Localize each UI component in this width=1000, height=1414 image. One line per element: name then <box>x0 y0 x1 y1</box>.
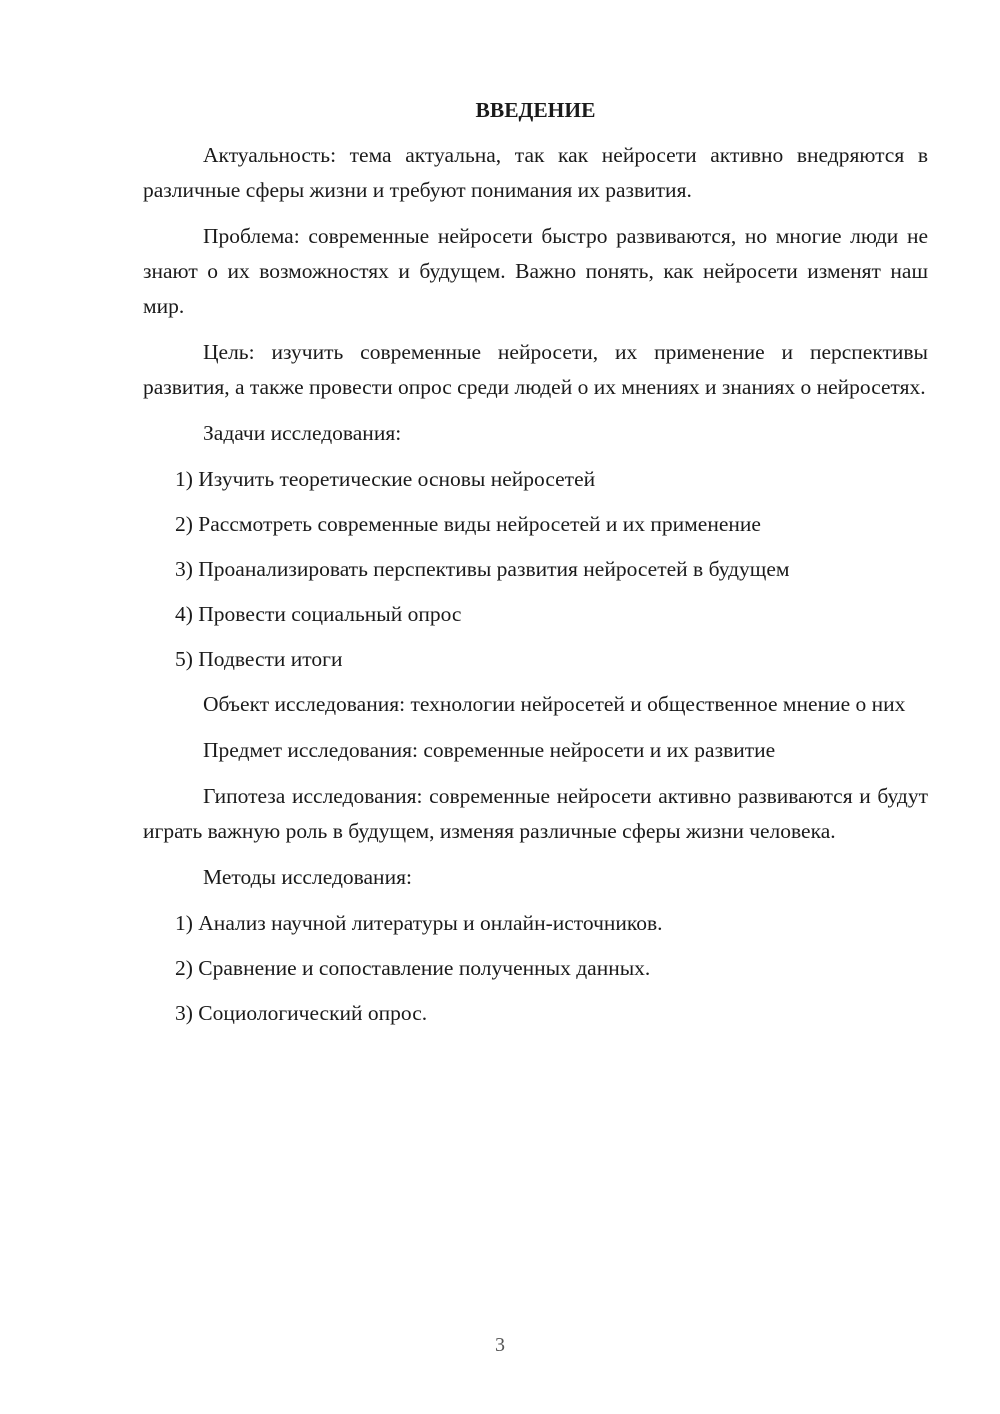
task-item: 4) Провести социальный опрос <box>175 602 462 626</box>
method-item: 3) Социологический опрос. <box>175 1001 428 1025</box>
problem-paragraph: Проблема: современные нейросети быстро развиваются, но многие люди не знают о их возможностях и будущем. Важно понять, как нейросети изменят наш мир. <box>143 224 928 318</box>
goal-paragraph: Цель: изучить современные нейросети, их применение и перспективы развития, а также провести опрос среди людей о их мнениях и знаниях о нейросетях. <box>143 340 928 399</box>
object-paragraph: Объект исследования: технологии нейросетей и общественное мнение о них <box>203 692 906 716</box>
document-body <box>143 92 928 1041</box>
task-item: 3) Проанализировать перспективы развития нейросетей в будущем <box>175 557 790 581</box>
page-title: ВВЕДЕНИЕ <box>475 98 596 122</box>
hypothesis-paragraph: Гипотеза исследования: современные нейросети активно развиваются и будут играть важную роль в будущем, изменяя различные сферы жизни человека. <box>143 784 928 843</box>
subject-paragraph: Предмет исследования: современные нейросети и их развитие <box>203 738 776 762</box>
methods-list <box>143 906 928 1031</box>
tasks-list <box>143 462 928 677</box>
tasks-heading: Задачи исследования: <box>203 421 402 445</box>
relevance-paragraph: Актуальность: тема актуальна, так как нейросети активно внедряются в различные сферы жизни и требуют понимания их развития. <box>143 143 928 202</box>
task-item: 2) Рассмотреть современные виды нейросетей и их применение <box>175 512 761 536</box>
task-item: 5) Подвести итоги <box>175 647 343 671</box>
method-item: 2) Сравнение и сопоставление полученных данных. <box>175 956 651 980</box>
task-item: 1) Изучить теоретические основы нейросетей <box>175 467 596 491</box>
page-number: 3 <box>495 1334 505 1356</box>
method-item: 1) Анализ научной литературы и онлайн-источников. <box>175 911 663 935</box>
methods-heading: Методы исследования: <box>203 865 412 889</box>
